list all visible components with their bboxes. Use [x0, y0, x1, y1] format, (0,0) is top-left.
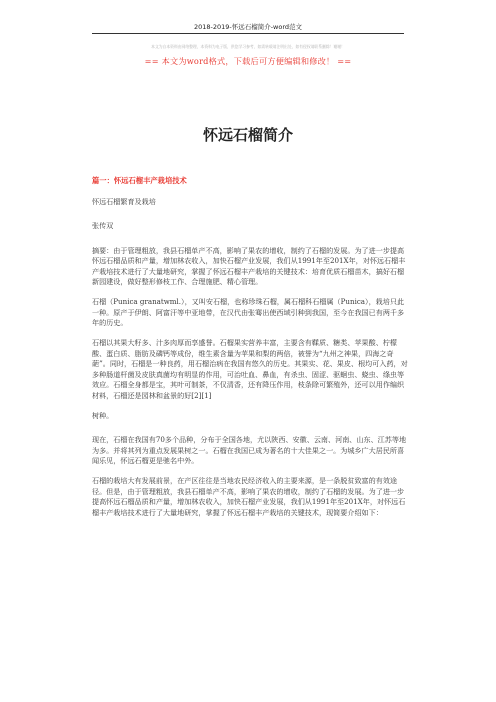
paragraph-value: 石榴以其果大籽多、汁多肉厚而享盛誉。石榴果实营养丰富，主要含有鞣质、糖类、苹果酸、柠檬酸、蛋白质、脂肪及磷钙等成份，维生素含量为苹果和梨的两倍，被誉为“九州之神果，四海之奇葩”。同时，石榴是一种良药，用石榴治病在我国有悠久的历史。其果实、花、果皮、根均可入药，对多种肠道杆菌及皮肤真菌均有明显的作用，可治吐血、鼻血，有杀虫、固涩、驱蛔虫、蛲虫、绦虫等效应。石榴全身都是宝，其叶可制茶，不仅清香，还有降压作用，枝条除可繁殖外，还可以用作编织材料，石榴还是园林和盆景的好[2][1] [92, 338, 408, 400]
paragraph-distribution: 现在，石榴在我国有70多个品种，分布于全国各地，尤以陕西、安徽、云南、河南、山东、江苏等地为多。并将其列为重点发展果树之一。石榴在我国已成为著名的十大佳果之一。为城乡广大居民所喜闻乐见，怀远石榴更是驰名中外。 [92, 435, 407, 465]
section-heading: 篇一：怀远石榴丰产栽培技术 [92, 176, 187, 185]
paragraph-abstract: 摘要：由于管理粗放，我县石榴单产不高，影响了果农的增收，制约了石榴的发展。为了进一步提高怀远石榴品质和产量，增加林农收入，加快石榴产业发展，我们从1991年至201X年，对怀远石榴丰产栽培技术进行了大量地研究，掌握了怀远石榴丰产栽培的关键技术：培育优质石榴苗木，搞好石榴新园建设，做好整形修枝工作、合理施肥、精心管理。 [92, 245, 406, 286]
header-divider [92, 33, 404, 34]
paragraph-subtitle: 怀远石榴繁育及栽培 [92, 196, 156, 206]
disclaimer-text: 本文为自本资料由网络整理，本资料为电子版，供您学习参考，如需转载请注明出处，如有侵权请联系删除！谢谢！ [151, 44, 345, 49]
paragraph-origin: 石榴（Punica granatwml.），又叫安石榴，也称珍珠石榴，属石榴科石榴属（Punica），栽培只此一种。原产于伊朗、阿富汗等中亚地带，在汉代由张骞出使西域引种到我国，至今在我国已有两千多年的历史。 [92, 297, 405, 327]
paragraph-author: 张传双 [92, 221, 114, 230]
page-title: 怀远石榴简介 [202, 126, 293, 144]
paragraph-tree-species: 树种。 [92, 410, 114, 420]
article-body [92, 176, 410, 528]
document-header-title: 2018-2019-怀远石榴简介-word范文 [193, 23, 303, 31]
paragraph-prospects: 石榴的栽培大有发展前景，在产区往往是当地农民经济收入的主要来源，是一条脱贫致富的有效途径。但是，由于管理粗放，我县石榴单产不高，影响了果农的增收，制约了石榴的发展。为了进一步提高怀远石榴品质和产量，增加林农收入，加快石榴产业发展，我们从1991年至201X年，对怀远石榴丰产栽培技术进行了大量地研究，掌握了怀远石榴丰产栽培的关键技术，现简要介绍如下： [92, 476, 406, 517]
word-format-notice: == 本文为word格式，下载后可方便编辑和修改！ == [144, 56, 352, 66]
